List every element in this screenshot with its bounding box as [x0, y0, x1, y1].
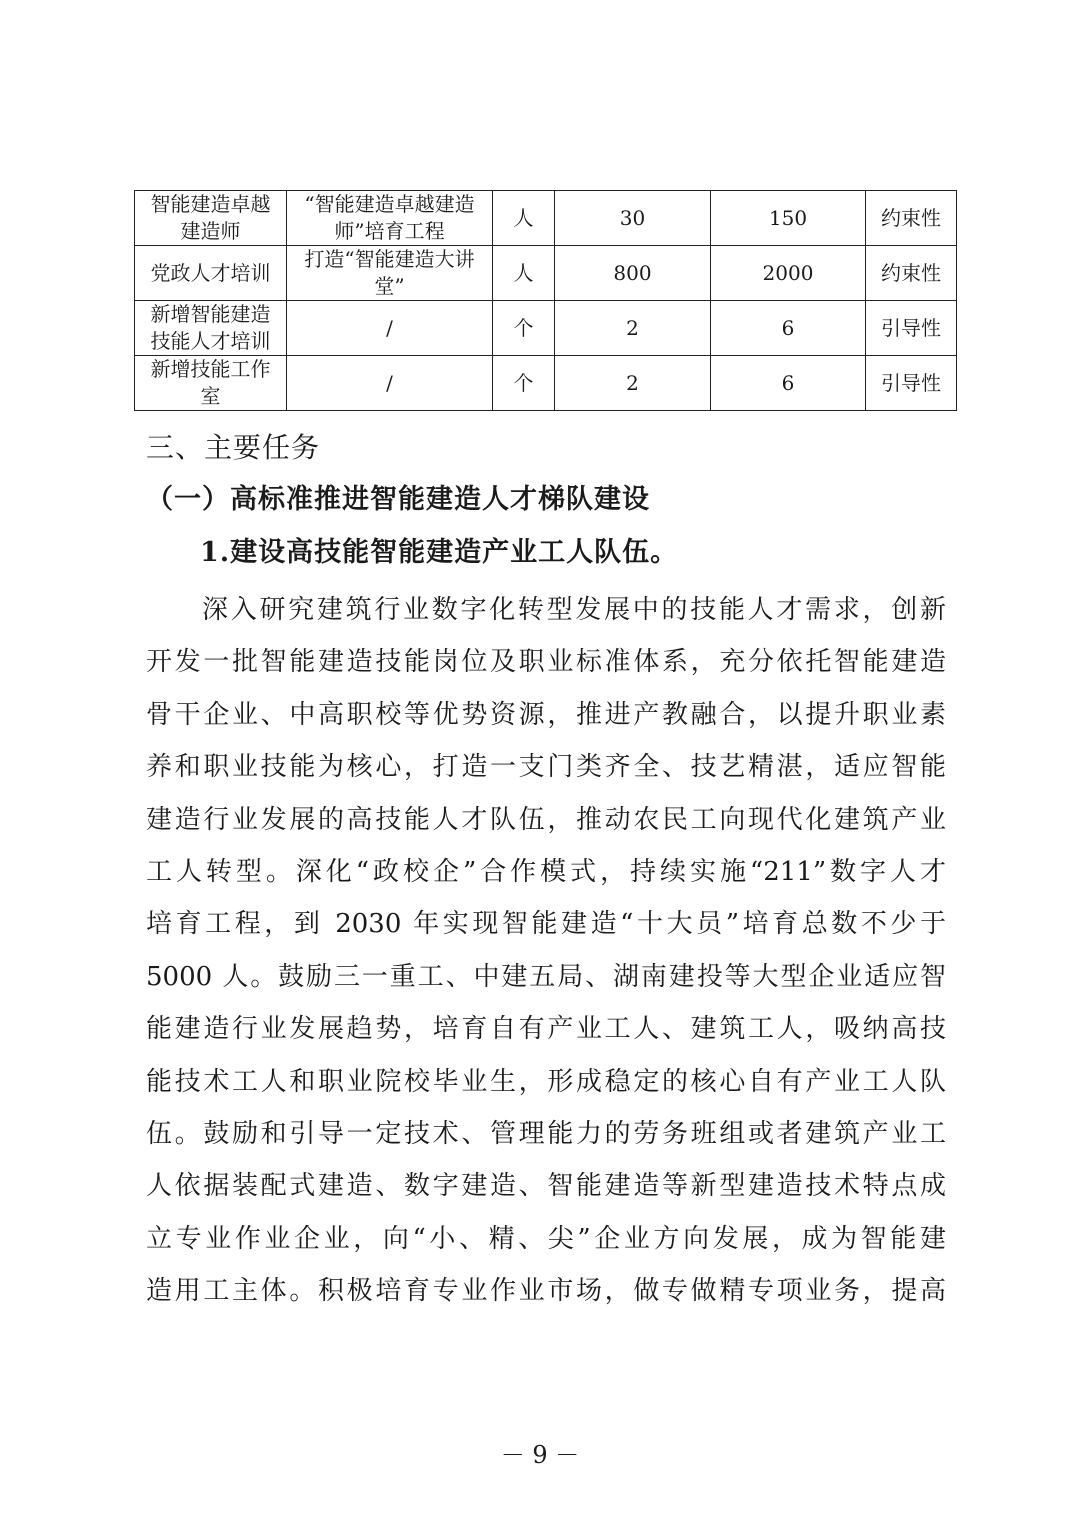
paragraph-line: 深入研究建筑行业数字化转型发展中的技能人才需求，创新	[202, 595, 946, 625]
paragraph-line: 伍。鼓励和引导一定技术、管理能力的劳务班组或者建筑产业工	[146, 1118, 946, 1149]
table-cell-value-2025: 2	[555, 301, 711, 356]
table-cell-measure: /	[287, 356, 493, 411]
paragraph-line: 建造行业发展的高技能人才队伍，推动农民工向现代化建筑产业	[146, 804, 946, 835]
table-cell-value-2030: 6	[711, 301, 866, 356]
paragraph-line: 开发一批智能建造技能岗位及职业标准体系，充分依托智能建造	[146, 647, 946, 678]
paragraph-line: 骨干企业、中高职校等优势资源，推进产教融合，以提升职业素	[146, 699, 946, 730]
table-cell-value-2030: 150	[711, 191, 866, 246]
paragraph-line: 5000 人。鼓励三一重工、中建五局、湖南建投等大型企业适应智	[146, 961, 946, 992]
paragraph-line: 造用工主体。积极培育专业作业市场，做专做精专项业务，提高	[146, 1276, 946, 1307]
table-row	[135, 246, 957, 301]
table-cell-attribute: 引导性	[866, 356, 957, 411]
paragraph-line: 立专业作业企业，向“小、精、尖”企业方向发展，成为智能建	[146, 1223, 946, 1254]
body-paragraph	[146, 584, 946, 1317]
table-cell-indicator: 党政人才培训	[135, 246, 287, 301]
table-cell-value-2025: 800	[555, 246, 711, 301]
paragraph-line: 人依据装配式建造、数字建造、智能建造等新型建造技术特点成	[146, 1171, 946, 1202]
table-cell-value-2025: 30	[555, 191, 711, 246]
table-row	[135, 191, 957, 246]
table-cell-value-2030: 2000	[711, 246, 866, 301]
table-cell-value-2030: 6	[711, 356, 866, 411]
table-cell-indicator: 新增智能建造技能人才培训	[135, 301, 287, 356]
table-cell-indicator: 智能建造卓越建造师	[135, 191, 287, 246]
table-cell-measure: 打造“智能建造大讲堂”	[287, 246, 493, 301]
page-number: － 9 －	[500, 1441, 580, 1469]
paragraph-line: 培育工程，到 2030 年实现智能建造“十大员”培育总数不少于	[146, 909, 946, 940]
table-row	[135, 356, 957, 411]
table-row	[135, 301, 957, 356]
table-cell-measure: /	[287, 301, 493, 356]
paragraph-line: 工人转型。深化“政校企”合作模式，持续实施“211”数字人才	[146, 856, 946, 887]
item-heading: 1.建设高技能智能建造产业工人队伍。	[200, 537, 679, 568]
table-cell-value-2025: 2	[555, 356, 711, 411]
table-cell-attribute: 约束性	[866, 246, 957, 301]
table-cell-indicator: 新增技能工作室	[135, 356, 287, 411]
subsection-heading: （一）高标准推进智能建造人才梯队建设	[146, 484, 650, 515]
section-heading: 三、主要任务	[146, 431, 321, 464]
paragraph-line: 能技术工人和职业院校毕业生，形成稳定的核心自有产业工人队	[146, 1066, 946, 1097]
table-cell-measure: “智能建造卓越建造师”培育工程	[287, 191, 493, 246]
table-cell-unit: 个	[493, 356, 555, 411]
table-cell-attribute: 约束性	[866, 191, 957, 246]
table-cell-unit: 个	[493, 301, 555, 356]
table-cell-unit: 人	[493, 246, 555, 301]
targets-table	[134, 190, 957, 411]
table-cell-attribute: 引导性	[866, 301, 957, 356]
paragraph-line: 养和职业技能为核心，打造一支门类齐全、技艺精湛，适应智能	[146, 752, 946, 783]
paragraph-line: 能建造行业发展趋势，培育自有产业工人、建筑工人，吸纳高技	[146, 1014, 946, 1045]
table-cell-unit: 人	[493, 191, 555, 246]
